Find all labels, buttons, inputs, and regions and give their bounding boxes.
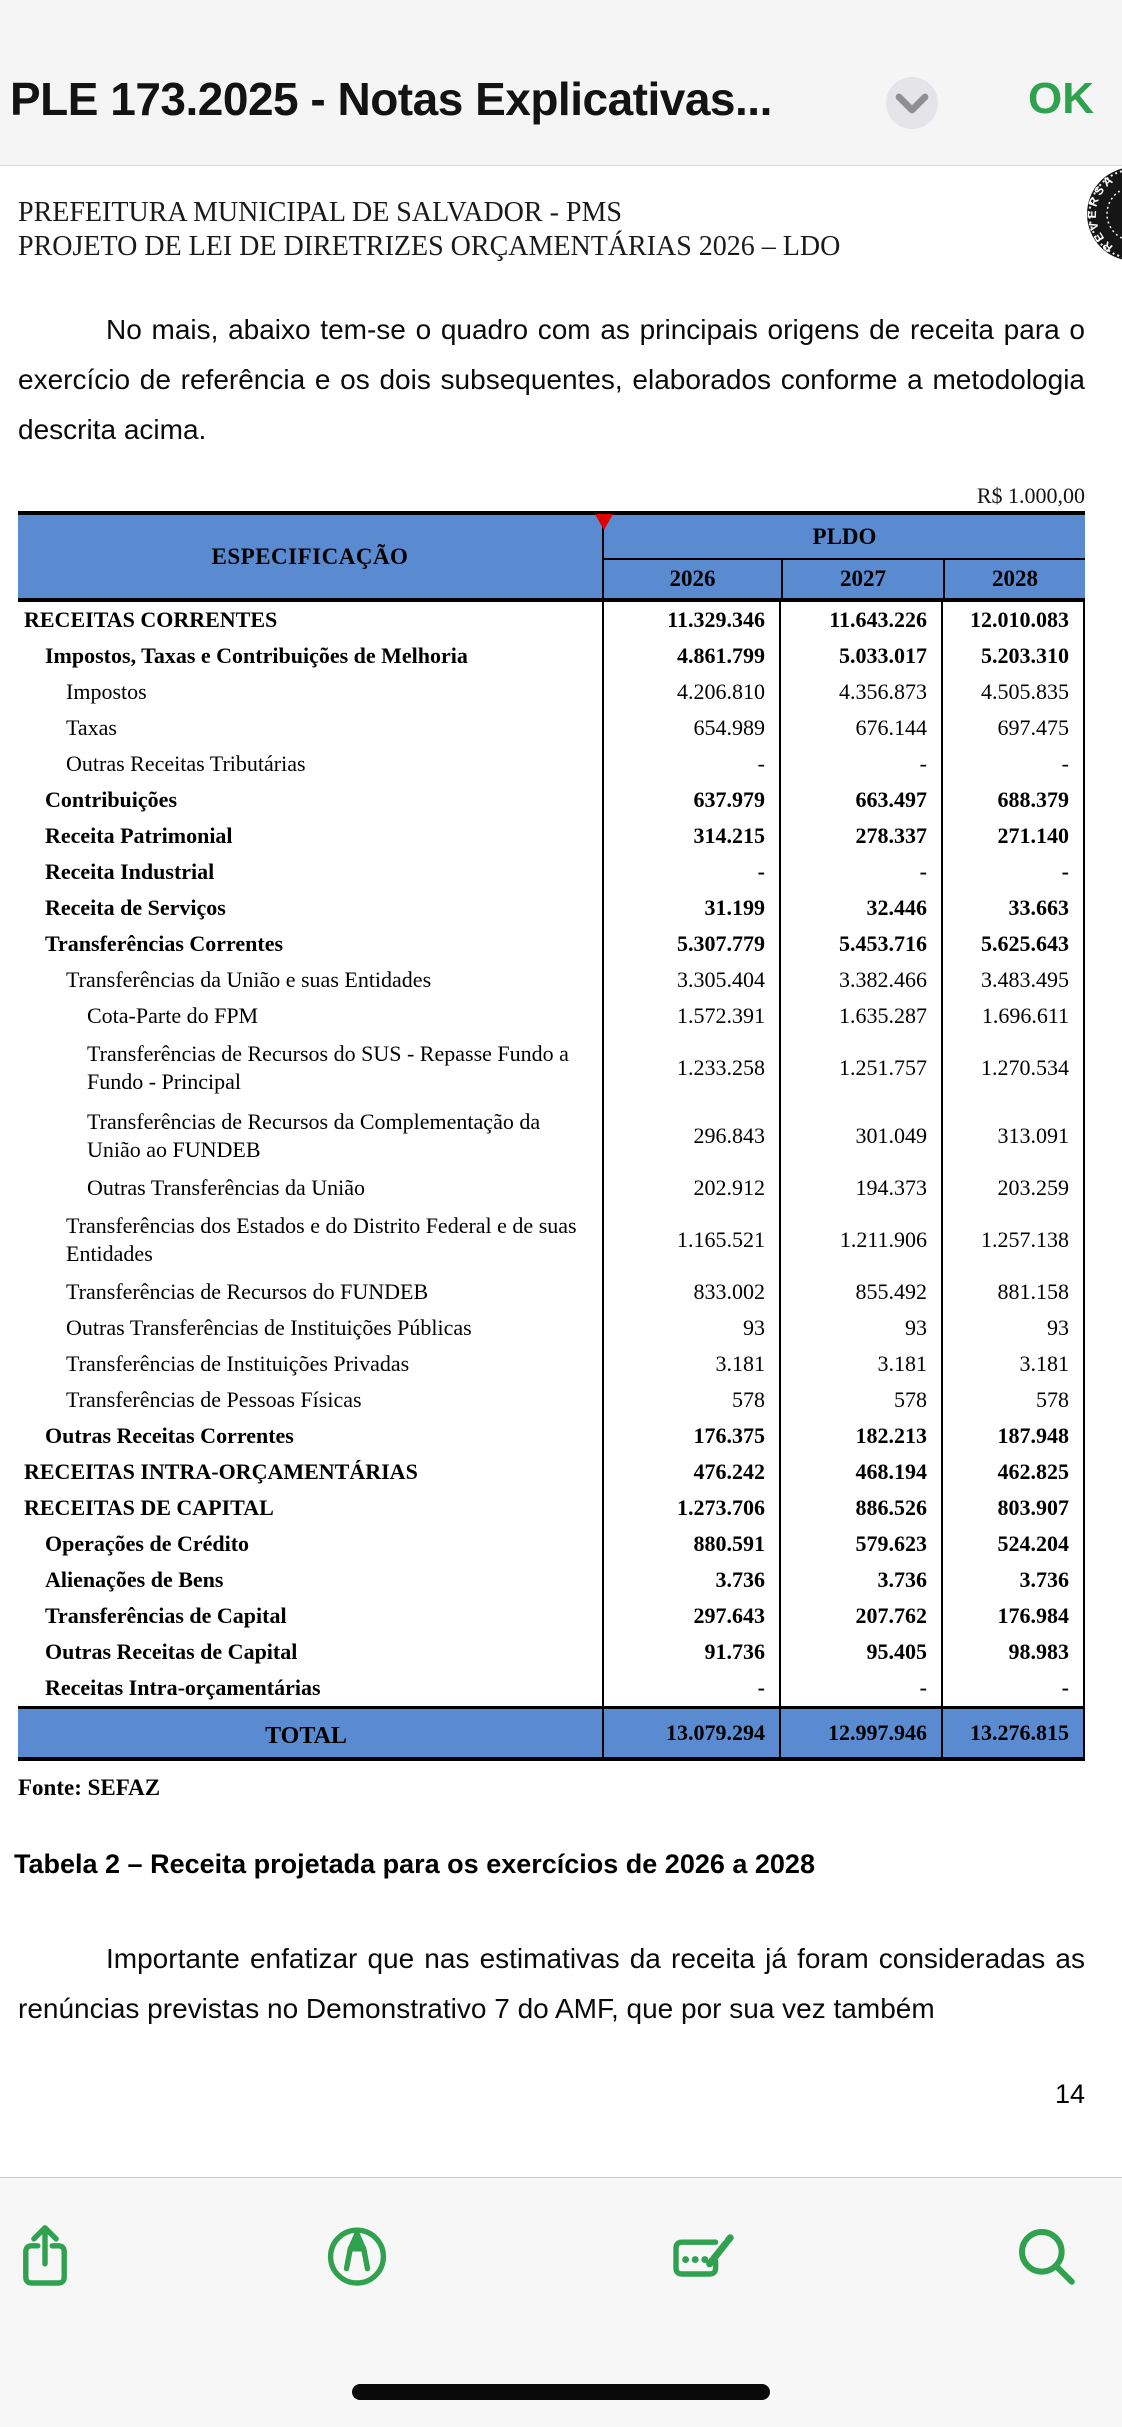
table-row bbox=[18, 602, 1085, 638]
row-value-2026: 654.989 bbox=[604, 710, 781, 746]
unit-label: R$ 1.000,00 bbox=[976, 483, 1085, 508]
chevron-down-icon bbox=[886, 77, 938, 129]
row-value-2028: 5.203.310 bbox=[943, 638, 1085, 674]
row-value-2027: 468.194 bbox=[781, 1454, 943, 1490]
row-value-2026: 1.233.258 bbox=[604, 1034, 781, 1102]
paragraph-2: Importante enfatizar que nas estimativas da receita já foram consideradas as renúncias previstas no Demonstrativo 7 do AMF, que por sua vez também bbox=[18, 1943, 1085, 2024]
table-row bbox=[18, 890, 1085, 926]
row-label: Impostos bbox=[18, 674, 604, 710]
table-row bbox=[18, 746, 1085, 782]
row-value-2026: 31.199 bbox=[604, 890, 781, 926]
row-value-2027: 3.181 bbox=[781, 1346, 943, 1382]
row-value-2026: 578 bbox=[604, 1382, 781, 1418]
fill-and-sign-button[interactable] bbox=[667, 2220, 739, 2292]
table-row bbox=[18, 1562, 1085, 1598]
column-header-2027: 2027 bbox=[781, 560, 943, 598]
year-headers bbox=[604, 560, 1085, 598]
column-header-2026: 2026 bbox=[669, 566, 716, 591]
table-row bbox=[18, 1418, 1085, 1454]
row-value-2028: 12.010.083 bbox=[943, 602, 1085, 638]
header-line-1: PREFEITURA MUNICIPAL DE SALVADOR - PMS bbox=[18, 197, 622, 228]
row-value-2028: 313.091 bbox=[943, 1102, 1085, 1170]
markup-button[interactable] bbox=[321, 2220, 393, 2292]
table-row bbox=[18, 1170, 1085, 1206]
row-value-2028: 1.257.138 bbox=[943, 1206, 1085, 1274]
page-number: 14 bbox=[1054, 2079, 1085, 2109]
row-label: RECEITAS DE CAPITAL bbox=[18, 1490, 604, 1526]
row-value-2028: - bbox=[943, 854, 1085, 890]
row-value-2028: 462.825 bbox=[943, 1454, 1085, 1490]
row-value-2026: 314.215 bbox=[604, 818, 781, 854]
row-value-2026: 5.307.779 bbox=[604, 926, 781, 962]
row-label: Transferências de Recursos do SUS - Repasse Fundo a Fundo - Principal bbox=[18, 1034, 604, 1102]
row-value-2026: 1.273.706 bbox=[604, 1490, 781, 1526]
row-label: Transferências da União e suas Entidades bbox=[18, 962, 604, 998]
row-label: Outras Transferências de Instituições Públicas bbox=[18, 1310, 604, 1346]
revenue-table bbox=[18, 511, 1085, 1761]
table-row bbox=[18, 674, 1085, 710]
row-value-2027: - bbox=[781, 746, 943, 782]
table-total-row bbox=[18, 1706, 1085, 1761]
row-value-2028: 4.505.835 bbox=[943, 674, 1085, 710]
title-dropdown-button[interactable] bbox=[886, 77, 938, 129]
row-value-2028: - bbox=[943, 746, 1085, 782]
row-value-2026: 11.329.346 bbox=[604, 602, 781, 638]
row-value-2027: 578 bbox=[781, 1382, 943, 1418]
row-value-2027: 93 bbox=[781, 1310, 943, 1346]
row-value-2028: 33.663 bbox=[943, 890, 1085, 926]
row-value-2026: 176.375 bbox=[604, 1418, 781, 1454]
official-seal bbox=[1086, 167, 1122, 262]
row-label: Outras Transferências da União bbox=[18, 1170, 604, 1206]
table-body bbox=[18, 602, 1085, 1706]
row-value-2026: 3.181 bbox=[604, 1346, 781, 1382]
table-row bbox=[18, 1634, 1085, 1670]
search-icon bbox=[1010, 2220, 1082, 2292]
row-value-2028: 524.204 bbox=[943, 1526, 1085, 1562]
table-row bbox=[18, 1526, 1085, 1562]
table-row bbox=[18, 638, 1085, 674]
row-value-2028: 93 bbox=[943, 1310, 1085, 1346]
row-label: Transferências Correntes bbox=[18, 926, 604, 962]
table-header bbox=[18, 511, 1085, 602]
row-value-2027: 207.762 bbox=[781, 1598, 943, 1634]
row-value-2027: 95.405 bbox=[781, 1634, 943, 1670]
row-label: Outras Receitas Tributárias bbox=[18, 746, 604, 782]
row-value-2026: 1.165.521 bbox=[604, 1206, 781, 1274]
table-row bbox=[18, 1102, 1085, 1170]
table-header-right bbox=[604, 515, 1085, 598]
row-value-2027: 886.526 bbox=[781, 1490, 943, 1526]
row-value-2026: 4.861.799 bbox=[604, 638, 781, 674]
total-value-2027: 12.997.946 bbox=[781, 1709, 943, 1757]
row-value-2028: 176.984 bbox=[943, 1598, 1085, 1634]
column-group-pldo: PLDO bbox=[604, 515, 1085, 560]
table-row bbox=[18, 782, 1085, 818]
table-row bbox=[18, 1670, 1085, 1706]
table-row bbox=[18, 1598, 1085, 1634]
table-row bbox=[18, 962, 1085, 998]
row-label: Transferências de Capital bbox=[18, 1598, 604, 1634]
row-value-2026: 637.979 bbox=[604, 782, 781, 818]
header-line-2: PROJETO DE LEI DE DIRETRIZES ORÇAMENTÁRIAS 2026 – LDO bbox=[18, 231, 841, 262]
row-label: Contribuições bbox=[18, 782, 604, 818]
table-row bbox=[18, 1346, 1085, 1382]
row-value-2027: 1.211.906 bbox=[781, 1206, 943, 1274]
row-value-2027: 5.033.017 bbox=[781, 638, 943, 674]
row-value-2027: 3.382.466 bbox=[781, 962, 943, 998]
row-label: Alienações de Bens bbox=[18, 1562, 604, 1598]
row-value-2026: 833.002 bbox=[604, 1274, 781, 1310]
table-row bbox=[18, 926, 1085, 962]
row-value-2026: 297.643 bbox=[604, 1598, 781, 1634]
row-label: Receita Industrial bbox=[18, 854, 604, 890]
comment-marker-icon bbox=[595, 514, 613, 530]
row-value-2026: 476.242 bbox=[604, 1454, 781, 1490]
row-value-2028: 5.625.643 bbox=[943, 926, 1085, 962]
row-label: Transferências de Recursos da Complementação da União ao FUNDEB bbox=[18, 1102, 604, 1170]
navigation-bar bbox=[0, 0, 1122, 166]
row-label: Receita de Serviços bbox=[18, 890, 604, 926]
table-row bbox=[18, 1034, 1085, 1102]
home-indicator[interactable] bbox=[352, 2384, 770, 2400]
row-label: Receita Patrimonial bbox=[18, 818, 604, 854]
row-value-2027: 5.453.716 bbox=[781, 926, 943, 962]
row-value-2027: 579.623 bbox=[781, 1526, 943, 1562]
document-title: PLE 173.2025 - Notas Explicativas... bbox=[10, 73, 772, 125]
row-value-2027: 1.635.287 bbox=[781, 998, 943, 1034]
table-row bbox=[18, 854, 1085, 890]
row-value-2026: - bbox=[604, 854, 781, 890]
row-value-2028: 3.483.495 bbox=[943, 962, 1085, 998]
row-value-2027: - bbox=[781, 854, 943, 890]
row-value-2028: 697.475 bbox=[943, 710, 1085, 746]
row-value-2028: 1.270.534 bbox=[943, 1034, 1085, 1102]
row-value-2027: 278.337 bbox=[781, 818, 943, 854]
row-value-2028: 203.259 bbox=[943, 1170, 1085, 1206]
row-value-2026: 91.736 bbox=[604, 1634, 781, 1670]
seal-icon bbox=[1086, 167, 1122, 262]
row-value-2026: 296.843 bbox=[604, 1102, 781, 1170]
table-row bbox=[18, 1274, 1085, 1310]
row-label: Transferências de Instituições Privadas bbox=[18, 1346, 604, 1382]
row-value-2028: 688.379 bbox=[943, 782, 1085, 818]
row-label: Operações de Crédito bbox=[18, 1526, 604, 1562]
markup-icon bbox=[321, 2220, 393, 2292]
row-value-2026: 4.206.810 bbox=[604, 674, 781, 710]
table-source: Fonte: SEFAZ bbox=[18, 1775, 161, 1800]
row-label: Impostos, Taxas e Contribuições de Melhoria bbox=[18, 638, 604, 674]
row-value-2027: 182.213 bbox=[781, 1418, 943, 1454]
search-button[interactable] bbox=[1010, 2220, 1082, 2292]
total-label: TOTAL bbox=[18, 1709, 604, 1757]
row-value-2026: 93 bbox=[604, 1310, 781, 1346]
row-value-2027: - bbox=[781, 1670, 943, 1706]
row-value-2027: 4.356.873 bbox=[781, 674, 943, 710]
row-label: RECEITAS INTRA-ORÇAMENTÁRIAS bbox=[18, 1454, 604, 1490]
ok-button[interactable]: OK bbox=[1028, 74, 1094, 123]
row-label: Taxas bbox=[18, 710, 604, 746]
table-row bbox=[18, 1382, 1085, 1418]
total-value-2028: 13.276.815 bbox=[943, 1709, 1085, 1757]
row-value-2028: - bbox=[943, 1670, 1085, 1706]
row-value-2027: 3.736 bbox=[781, 1562, 943, 1598]
document-page bbox=[0, 167, 1122, 2177]
row-value-2028: 271.140 bbox=[943, 818, 1085, 854]
table-row bbox=[18, 818, 1085, 854]
row-label: Outras Receitas Correntes bbox=[18, 1418, 604, 1454]
document-header bbox=[18, 196, 840, 264]
row-value-2027: 1.251.757 bbox=[781, 1034, 943, 1102]
table-row bbox=[18, 710, 1085, 746]
row-value-2026: 202.912 bbox=[604, 1170, 781, 1206]
row-value-2026: - bbox=[604, 1670, 781, 1706]
row-value-2026: - bbox=[604, 746, 781, 782]
row-value-2028: 187.948 bbox=[943, 1418, 1085, 1454]
row-value-2026: 1.572.391 bbox=[604, 998, 781, 1034]
row-label: Transferências de Recursos do FUNDEB bbox=[18, 1274, 604, 1310]
row-value-2028: 578 bbox=[943, 1382, 1085, 1418]
row-value-2027: 663.497 bbox=[781, 782, 943, 818]
row-label: Transferências de Pessoas Físicas bbox=[18, 1382, 604, 1418]
fill-sign-icon bbox=[667, 2220, 739, 2292]
row-value-2026: 3.736 bbox=[604, 1562, 781, 1598]
row-value-2028: 1.696.611 bbox=[943, 998, 1085, 1034]
row-value-2026: 880.591 bbox=[604, 1526, 781, 1562]
table-row bbox=[18, 1454, 1085, 1490]
row-label: Outras Receitas de Capital bbox=[18, 1634, 604, 1670]
row-value-2028: 881.158 bbox=[943, 1274, 1085, 1310]
row-value-2026: 3.305.404 bbox=[604, 962, 781, 998]
table-row bbox=[18, 1206, 1085, 1274]
row-value-2028: 803.907 bbox=[943, 1490, 1085, 1526]
row-value-2027: 855.492 bbox=[781, 1274, 943, 1310]
row-value-2027: 676.144 bbox=[781, 710, 943, 746]
row-value-2027: 194.373 bbox=[781, 1170, 943, 1206]
table-caption: Tabela 2 – Receita projetada para os exercícios de 2026 a 2028 bbox=[14, 1849, 815, 1879]
row-value-2027: 11.643.226 bbox=[781, 602, 943, 638]
row-label: Receitas Intra-orçamentárias bbox=[18, 1670, 604, 1706]
total-value-2026: 13.079.294 bbox=[604, 1709, 781, 1757]
row-label: Transferências dos Estados e do Distrito Federal e de suas Entidades bbox=[18, 1206, 604, 1274]
column-header-especificacao: ESPECIFICAÇÃO bbox=[18, 515, 604, 598]
row-value-2028: 98.983 bbox=[943, 1634, 1085, 1670]
row-value-2027: 32.446 bbox=[781, 890, 943, 926]
share-icon bbox=[9, 2220, 81, 2292]
row-value-2027: 301.049 bbox=[781, 1102, 943, 1170]
paragraph-1: No mais, abaixo tem-se o quadro com as principais origens de receita para o exercício de referência e os dois subsequentes, elaborados conforme a metodologia descrita acima. bbox=[18, 314, 1085, 445]
table-row bbox=[18, 1310, 1085, 1346]
row-label: Cota-Parte do FPM bbox=[18, 998, 604, 1034]
table-row bbox=[18, 998, 1085, 1034]
table-row bbox=[18, 1490, 1085, 1526]
share-button[interactable] bbox=[9, 2220, 81, 2292]
svg-text:REVERSA: REVERSA bbox=[1086, 171, 1118, 255]
row-value-2028: 3.736 bbox=[943, 1562, 1085, 1598]
row-label: RECEITAS CORRENTES bbox=[18, 602, 604, 638]
column-header-2028: 2028 bbox=[943, 560, 1085, 598]
row-value-2028: 3.181 bbox=[943, 1346, 1085, 1382]
